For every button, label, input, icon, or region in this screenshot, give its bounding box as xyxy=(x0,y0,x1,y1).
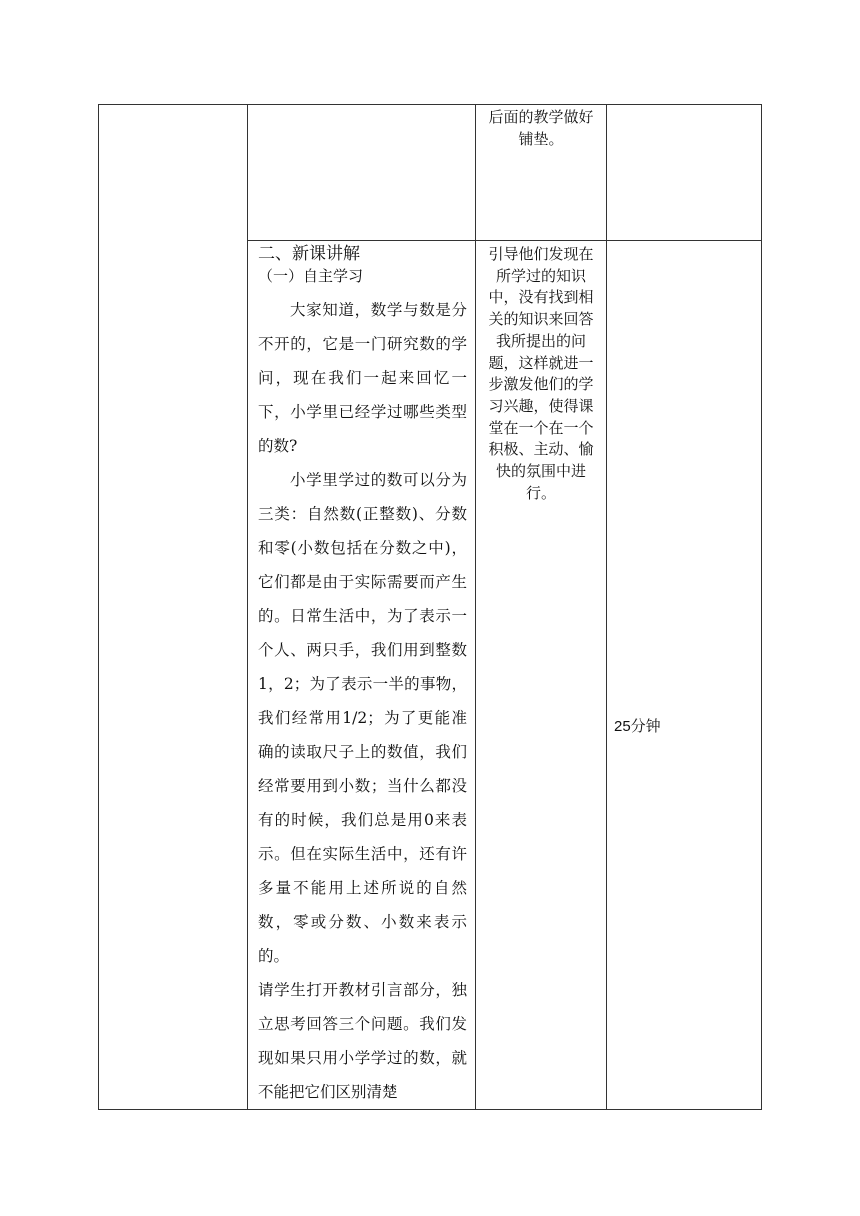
subsection-title: （一）自主学习 xyxy=(258,267,364,285)
paragraph: 请学生打开教材引言部分，独立思考回答三个问题。我们发现如果只用小学学过的数，就不能把它们区别清楚 xyxy=(258,981,467,1101)
aim-text: 后面的教学做好铺垫。 xyxy=(488,108,594,148)
stage-cell xyxy=(99,105,248,1110)
table-row xyxy=(99,105,762,241)
content-cell xyxy=(248,241,476,1110)
paragraph: 大家知道，数学与数是分不开的，它是一门研究数的学问，现在我们一起来回忆一下，小学里已经学过哪些类型的数? xyxy=(258,301,467,455)
aim-text: 引导他们发现在所学过的知识中，没有找到相关的知识来回答我所提出的问题，这样就进一步激发他们的学习兴趣，使得课堂在一个在一个积极、主动、愉快的氛围中进行。 xyxy=(488,245,594,502)
time-cell xyxy=(607,105,762,241)
duration-label: 25分钟 xyxy=(614,718,661,735)
time-cell xyxy=(607,241,762,1110)
aim-cell xyxy=(476,241,607,1110)
paragraph: 小学里学过的数可以分为三类：自然数(正整数)、分数和零(小数包括在分数之中)，它们都是由于实际需要而产生的。日常生活中，为了表示一个人、两只手，我们用到整数1，2；为了表示一半的事物，我们经常用1/2；为了更能准确的读取尺子上的数值，我们经常要用到小数；当什么都没有的时候，我们总是用0来表示。但在实际生活中，还有许多量不能用上述所说的自然数，零或分数、小数来表示的。 xyxy=(258,471,467,965)
lesson-plan-table xyxy=(98,104,762,1110)
content-cell xyxy=(248,105,476,241)
section-title: 二、新课讲解 xyxy=(258,244,360,264)
aim-cell xyxy=(476,105,607,241)
